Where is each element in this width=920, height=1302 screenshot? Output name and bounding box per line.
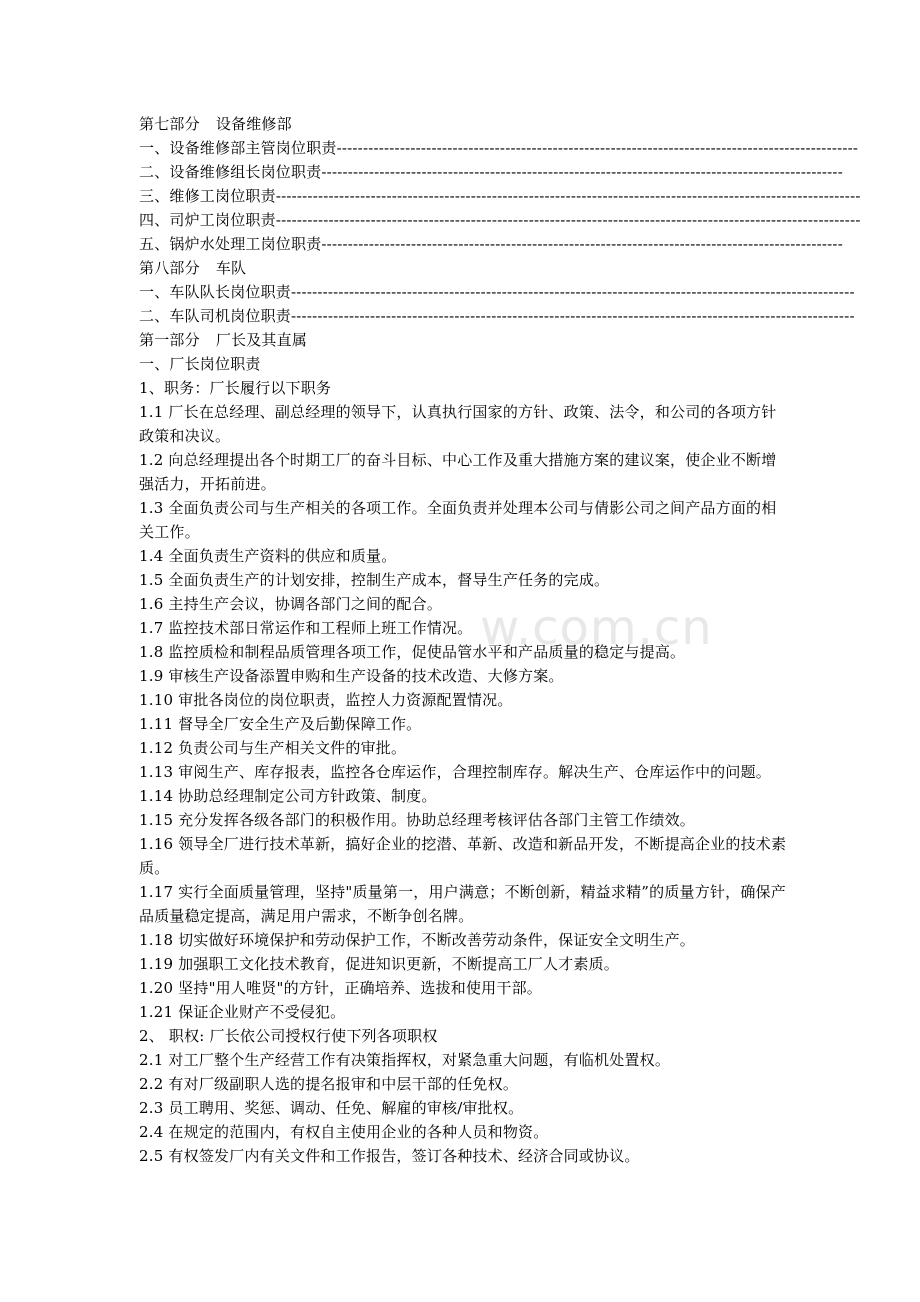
duty-item: 1.18 切实做好环境保护和劳动保护工作，不断改善劳动条件，保证安全文明生产。 [139, 931, 695, 949]
power-item: 2.2 有对厂级副职人选的提名报审和中层干部的任免权。 [139, 1075, 519, 1093]
duty-item: 1.15 充分发挥各级各部门的积极作用。协助总经理考核评估各部门主管工作绩效。 [139, 811, 695, 829]
watermark: w.com.cn [480, 600, 713, 656]
duty-item: 1.21 保证企业财产不受侵犯。 [139, 1003, 346, 1021]
duties-heading: 1、职务：厂长履行以下职务 [139, 379, 332, 397]
duty-item: 1.6 主持生产会议，协调各部门之间的配合。 [139, 595, 443, 613]
duty-item: 1.9 审核生产设备添置申购和生产设备的技术改造、大修方案。 [139, 667, 564, 685]
duty-item: 1.12 负责公司与生产相关文件的审批。 [139, 739, 407, 757]
toc-entry[interactable]: 四、司炉工岗位职责 --------------------------------------------------------------------------------------------------------------- [139, 211, 861, 229]
duty-item: 1.4 全面负责生产资料的供应和质量。 [139, 547, 397, 565]
duty-item: 1.5 全面负责生产的计划安排，控制生产成本，督导生产任务的完成。 [139, 571, 610, 589]
toc-entry[interactable]: 五、锅炉水处理工岗位职责 --------------------------------------------------------------------------------------------------- [139, 235, 843, 253]
power-item: 2.3 员工聘用、奖惩、调动、任免、解雇的审核/审批权。 [139, 1099, 524, 1117]
duty-item: 1.20 坚持"用人唯贤"的方针，正确培养、选拔和使用干部。 [139, 979, 542, 997]
toc-entry[interactable]: 二、车队司机岗位职责 ----------------------------------------------------------------------------------------------------------- [139, 307, 855, 325]
duty-item: 1.19 加强职工文化技术教育，促进知识更新，不断提高工厂人才素质。 [139, 955, 619, 973]
power-item: 2.1 对工厂整个生产经营工作有决策指挥权，对紧急重大问题，有临机处置权。 [139, 1051, 671, 1069]
duty-item: 1.11 督导全厂安全生产及后勤保障工作。 [139, 715, 422, 733]
toc-entry[interactable]: 二、设备维修组长岗位职责 --------------------------------------------------------------------------------------------------- [139, 163, 843, 181]
power-item: 2.4 在规定的范围内，有权自主使用企业的各种人员和物资。 [139, 1123, 549, 1141]
duty-item: 1.8 监控质检和制程品质管理各项工作，促使品管水平和产品质量的稳定与提高。 [139, 643, 686, 661]
duty-item: 1.13 审阅生产、库存报表，监控各仓库运作，合理控制库存。解决生产、仓库运作中的问题。 [139, 763, 771, 781]
duty-item: 1.1 厂长在总经理、副总经理的领导下，认真执行国家的方针、政策、法令，和公司的各项方针政策和决议。 [139, 403, 777, 445]
duty-item: 1.10 审批各岗位的岗位职责，监控人力资源配置情况。 [139, 691, 513, 709]
toc-entry[interactable]: 一、设备维修部主管岗位职责 --------------------------------------------------------------------------------------------------- [139, 139, 859, 157]
powers-heading: 2、 职权: 厂长依公司授权行使下列各项职权 [139, 1027, 438, 1045]
toc-entry[interactable]: 一、车队队长岗位职责 ----------------------------------------------------------------------------------------------------------- [139, 283, 855, 301]
duty-item: 1.14 协助总经理制定公司方针政策、制度。 [139, 787, 437, 805]
toc-entry[interactable]: 三、维修工岗位职责 --------------------------------------------------------------------------------------------------------------- [139, 187, 861, 205]
duty-item: 1.3 全面负责公司与生产相关的各项工作。全面负责并处理本公司与倩影公司之间产品方面的相关工作。 [139, 499, 777, 541]
duty-item: 1.7 监控技术部日常运作和工程师上班工作情况。 [139, 619, 473, 637]
toc-part-title: 第七部分 设备维修部 [139, 115, 292, 133]
section-title: 一、厂长岗位职责 [139, 355, 261, 373]
document-content [139, 112, 861, 1168]
duty-item: 1.16 领导全厂进行技术革新，搞好企业的挖潜、革新、改造和新品开发，不断提高企业的技术素质。 [139, 835, 787, 877]
part-title: 第一部分 厂长及其直属 [139, 331, 308, 349]
duty-item: 1.17 实行全面质量管理，坚持"质量第一，用户满意；不断创新，精益求精”的质量方针，确保产品质量稳定提高，满足用户需求，不断争创名牌。 [139, 883, 786, 925]
power-item: 2.5 有权签发厂内有关文件和工作报告，签订各种技术、经济合同或协议。 [139, 1147, 640, 1165]
toc-part-title: 第八部分 车队 [139, 259, 247, 277]
duty-item: 1.2 向总经理提出各个时期工厂的奋斗目标、中心工作及重大措施方案的建议案，使企业不断增强活力，开拓前进。 [139, 451, 777, 493]
